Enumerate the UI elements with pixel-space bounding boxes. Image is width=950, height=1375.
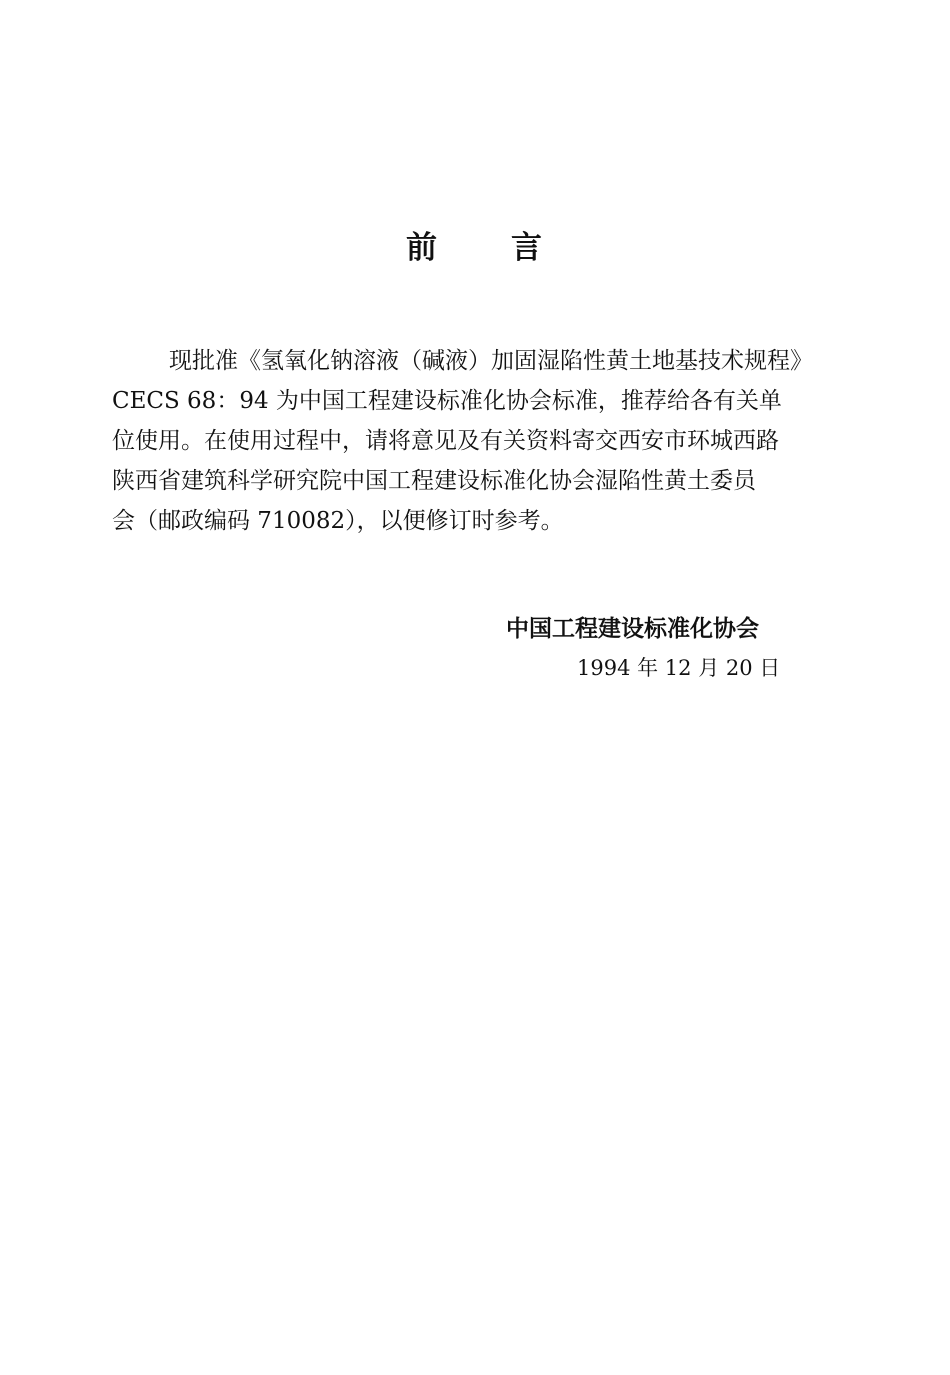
title-char-right: 言	[511, 230, 544, 266]
paragraph-line-1: 现批准《氢氧化钠溶液（碱液）加固湿陷性黄土地基技术规程》	[169, 348, 813, 374]
signature-organization: 中国工程建设标准化协会	[506, 616, 759, 642]
page-title	[0, 222, 950, 267]
paragraph-line-3: 位使用。在使用过程中，请将意见及有关资料寄交西安市环城西路	[112, 428, 779, 454]
signature-date: 1994 年 12 月 20 日	[577, 656, 781, 680]
paragraph-line-4: 陕西省建筑科学研究院中国工程建设标准化协会湿陷性黄土委员	[112, 468, 756, 494]
title-char-left: 前	[406, 230, 439, 266]
preface-paragraph	[112, 341, 852, 541]
paragraph-line-2: CECS 68：94 为中国工程建设标准化协会标准，推荐给各有关单	[112, 388, 782, 414]
paragraph-line-5: 会（邮政编码 710082），以便修订时参考。	[112, 508, 564, 534]
